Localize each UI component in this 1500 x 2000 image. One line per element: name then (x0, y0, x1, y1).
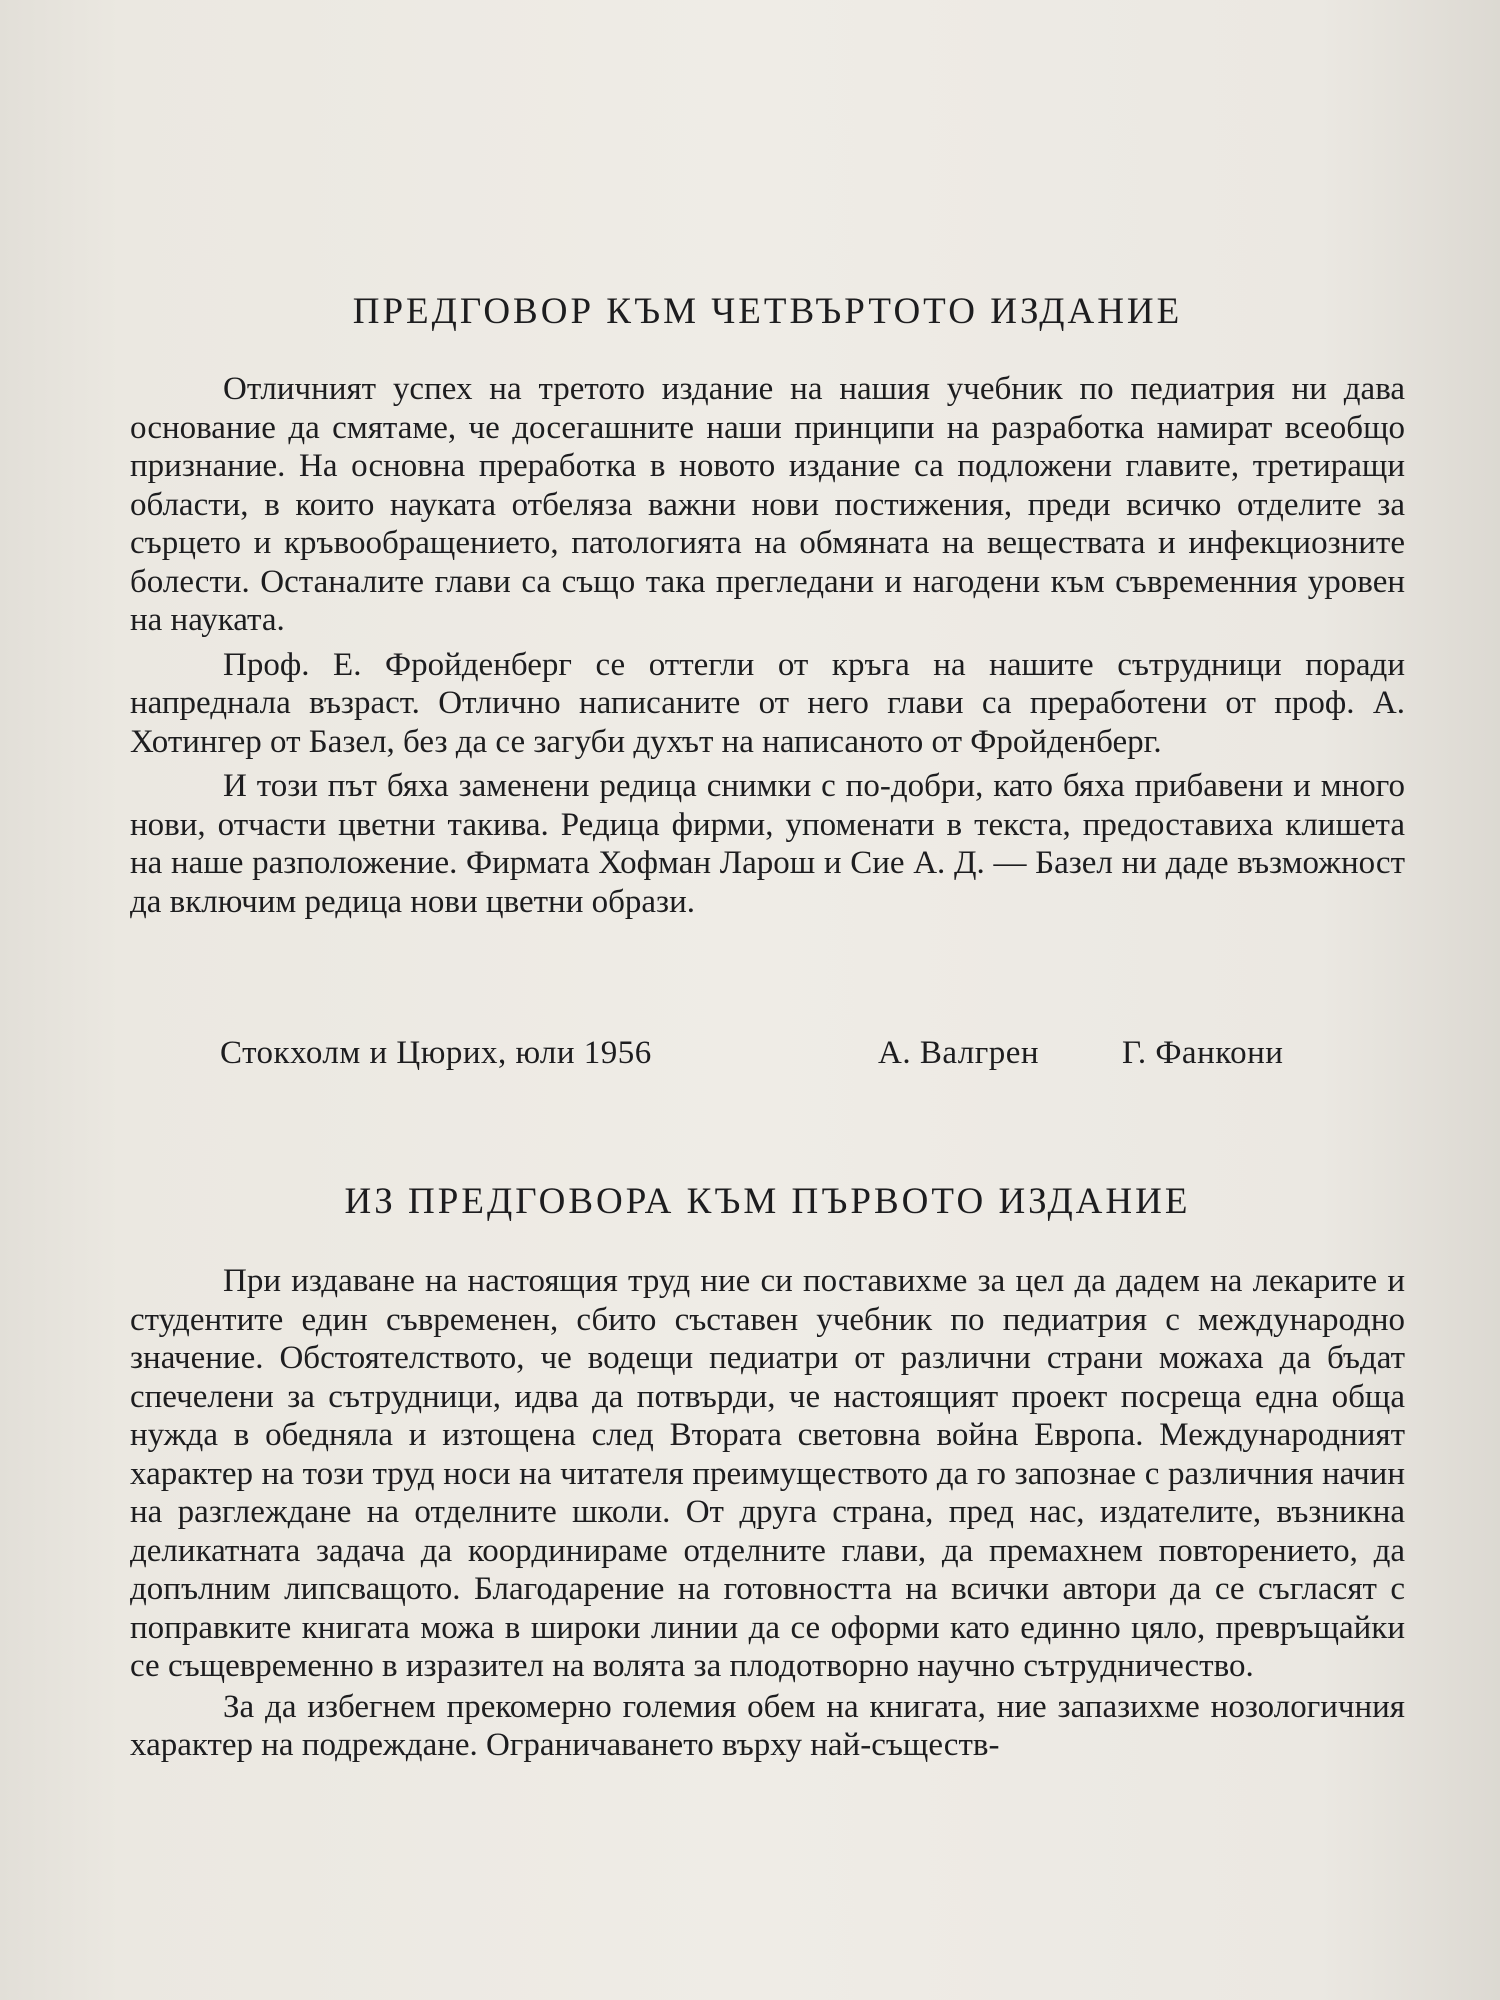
place-date: Стокхолм и Цюрих, юли 1956 (220, 1035, 652, 1071)
preface-first-section (130, 1180, 1405, 1223)
preface-fourth-section (130, 290, 1405, 333)
preface-first-body (130, 1262, 1405, 1765)
preface-fourth-paragraph-1: Отличният успех на третото издание на нашия учебник по педиатрия ни дава основание да смятаме, че досегашните наши принципи на разработка намират всеобщо признание. На основна преработка в новото издание са подложени главите, третиращи области, в които науката отбеляза важни нови постижения, преди всичко отделите за сърцето и кръвообращението, патологията на обмяната на веществата и инфекциозните болести. Останалите глави са също така прегледани и нагодени към съвременния уровен на науката. (130, 371, 1405, 638)
signature-line (130, 1035, 1405, 1085)
preface-fourth-title: ПРЕДГОВОР КЪМ ЧЕТВЪРТОТО ИЗДАНИЕ (352, 291, 1183, 332)
preface-first-title: ИЗ ПРЕДГОВОРА КЪМ ПЪРВОТО ИЗДАНИЕ (344, 1181, 1191, 1222)
author-name-2: Г. Фанкони (1122, 1035, 1284, 1071)
preface-fourth-body (130, 370, 1405, 921)
preface-fourth-paragraph-3: И този път бяха заменени редица снимки с по-добри, като бяха прибавени и много нови, отчасти цветни такива. Редица фирми, упоменати в текста, предоставиха клишета на наше разположение. Фирмата Хофман Ларош и Сие А. Д. — Базел ни даде възможност да включим редица нови цветни образи. (130, 768, 1405, 920)
author-name-1: А. Валгрен (878, 1035, 1040, 1071)
preface-first-paragraph-1: При издаване на настоящия труд ние си поставихме за цел да дадем на лекарите и студентите един съвременен, сбито съставен учебник по педиатрия с международно значение. Обстоятелството, че водещи педиатри от различни страни можаха да бъдат спечелени за сътрудници, идва да потвърди, че настоящият проект посреща една обща нужда в обедняла и изтощена след Втората световна война Европа. Международният характер на този труд носи на читателя преимуществото да го запознае с различния начин на разглеждане на отделните школи. От друга страна, пред нас, издателите, възникна деликатната задача да координираме отделните глави, да премахнем повторението, да допълним липсващото. Благодарение на готовността на всички автори да се съгласят с поправките книгата можа в широки линии да се оформи като единно цяло, превръщайки се същевременно в изразител на волята за плодотворно научно сътрудничество. (130, 1263, 1405, 1684)
preface-first-paragraph-2: За да избегнем прекомерно големия обем на книгата, ние запазихме нозологичния характер на подреждане. Ограничаването върху най-съществ- (130, 1688, 1405, 1763)
preface-fourth-paragraph-2: Проф. Е. Фройденберг се оттегли от кръга на нашите сътрудници поради напреднала възраст. Отлично написаните от него глави са преработени от проф. А. Хотингер от Базел, без да се загуби духът на написаното от Фройденберг. (130, 646, 1405, 760)
